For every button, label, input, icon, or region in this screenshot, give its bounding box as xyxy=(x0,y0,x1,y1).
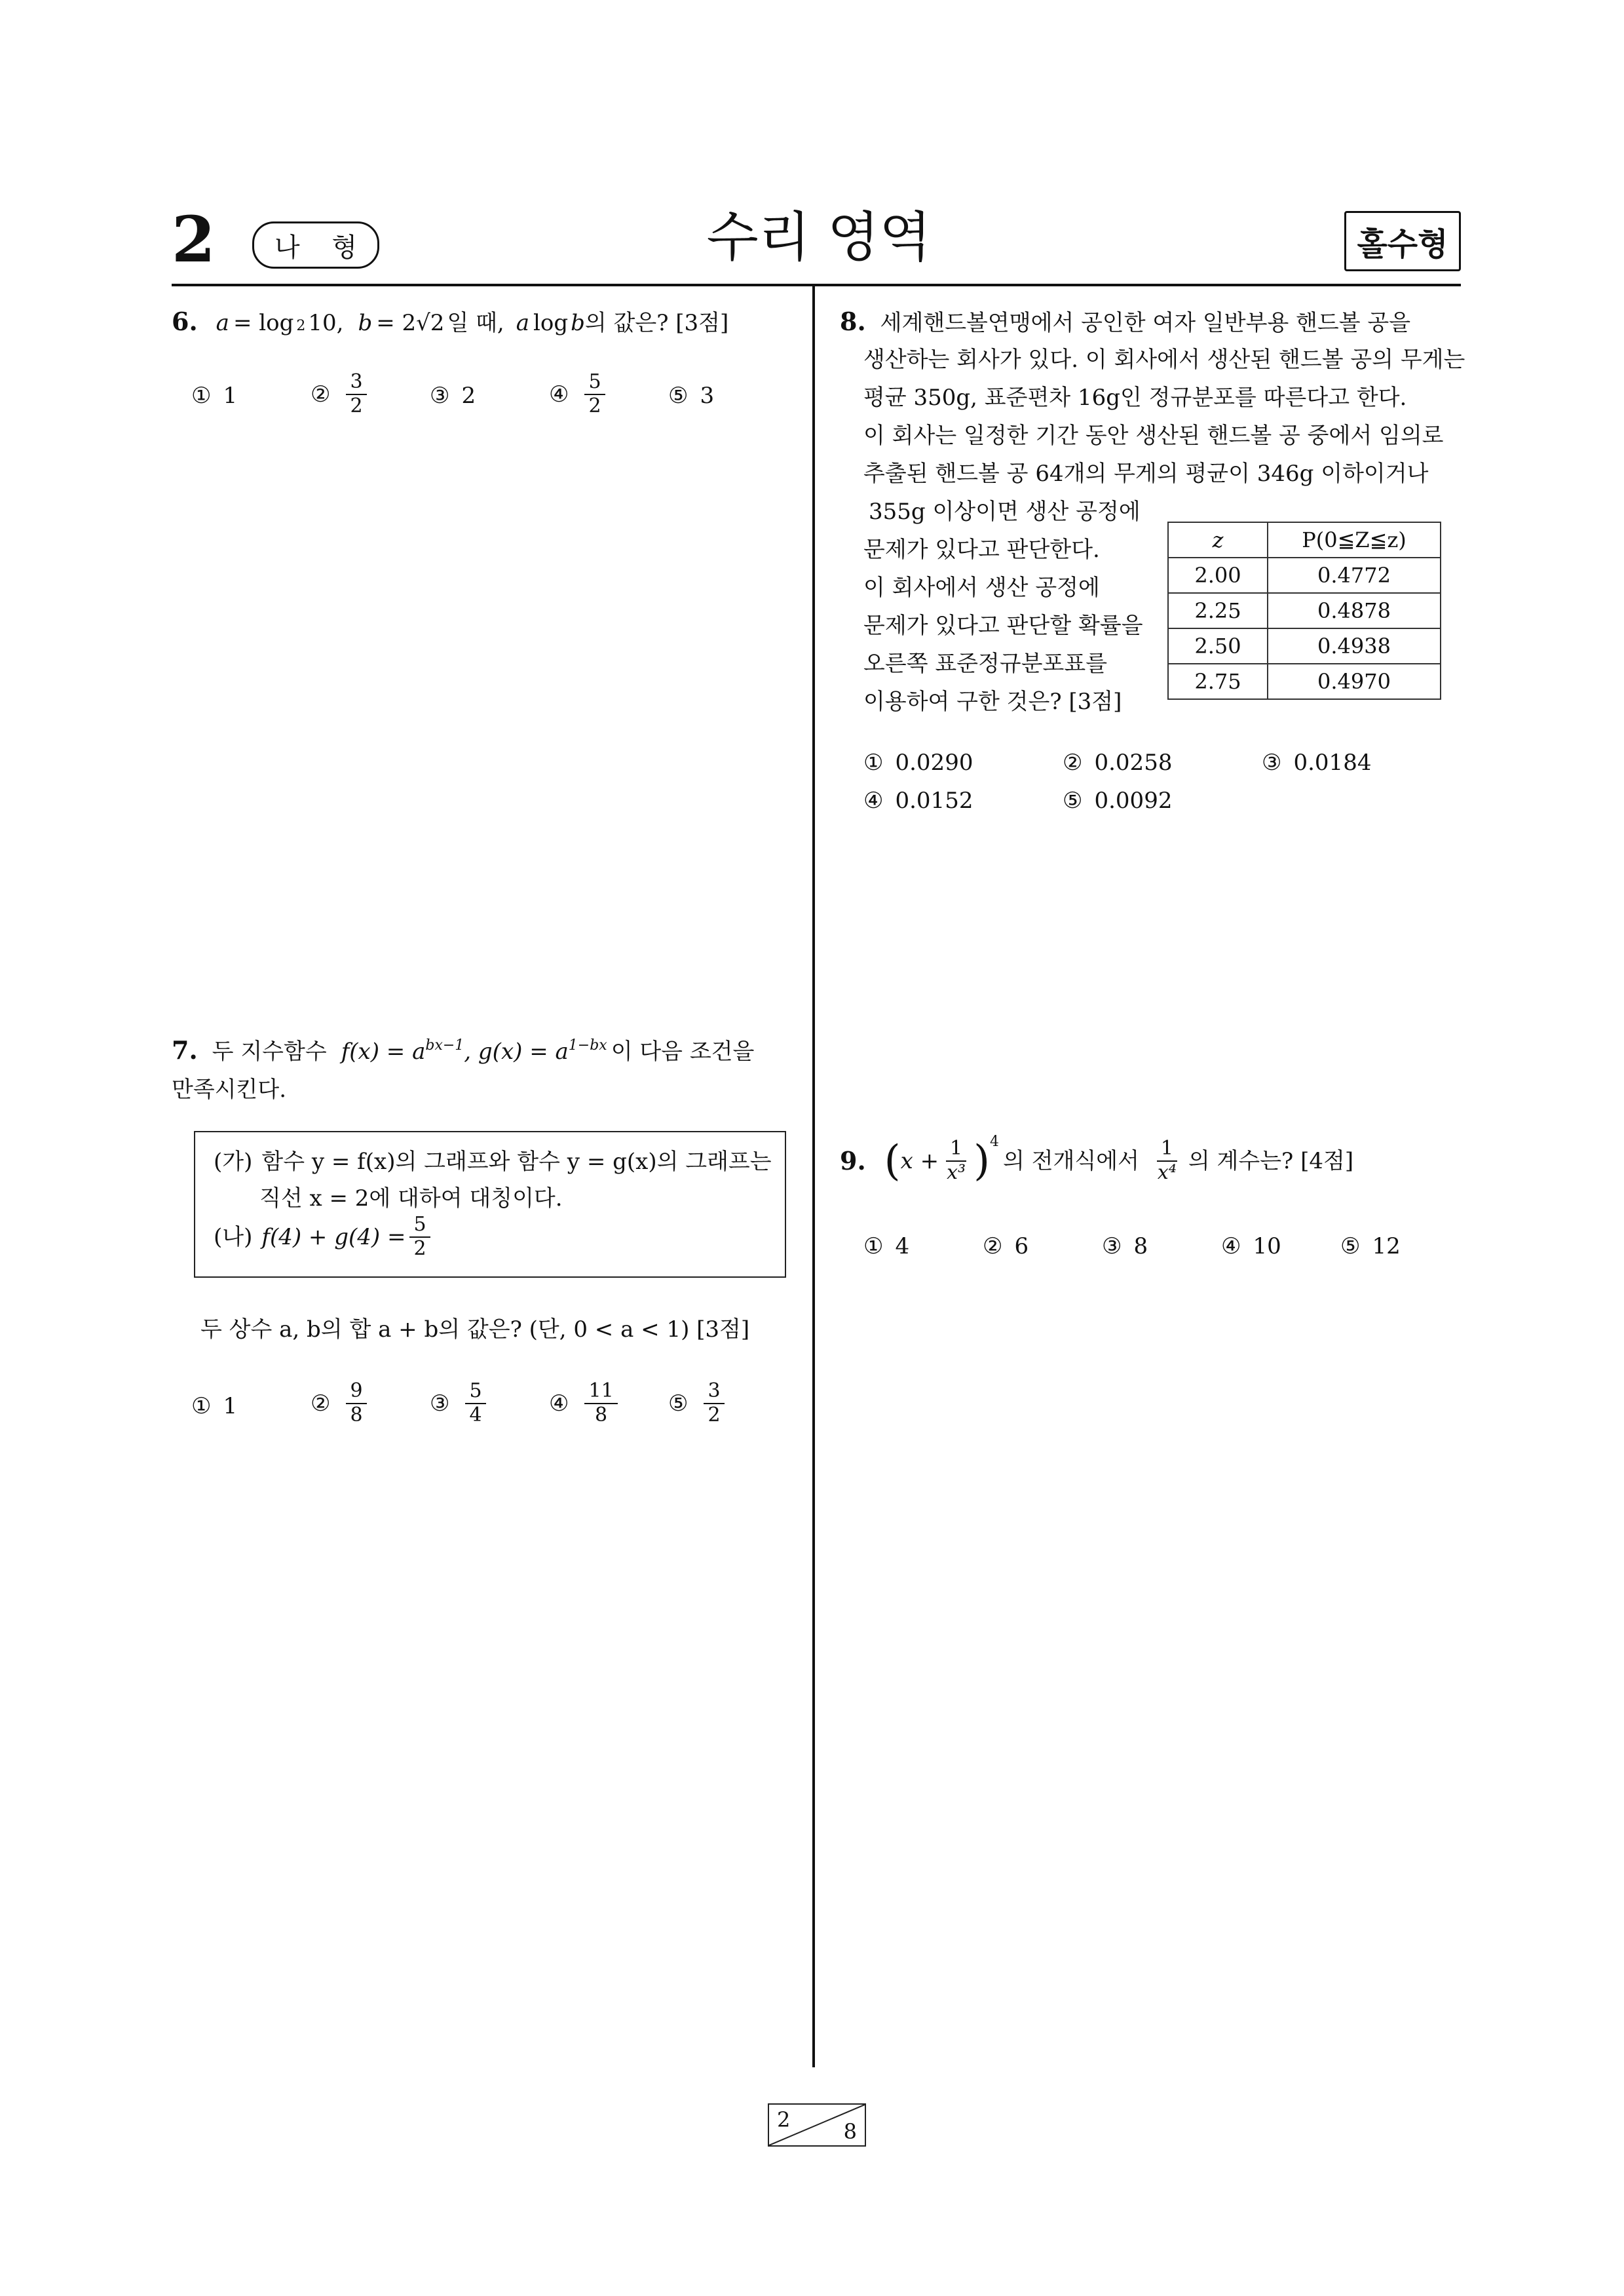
q7-condition-na xyxy=(214,1214,434,1260)
q8-option-4[interactable] xyxy=(863,788,973,814)
q8-line1 xyxy=(840,309,1410,334)
option-mark: ① xyxy=(863,1233,884,1259)
table-cell-p: 0.4878 xyxy=(1268,593,1441,628)
option-value: 0.0184 xyxy=(1293,750,1372,776)
option-mark: ④ xyxy=(863,788,884,814)
option-fraction: $\frac{11}{8}$ xyxy=(584,1380,617,1426)
q6-option-3[interactable] xyxy=(430,383,476,409)
option-value: 10 xyxy=(1253,1233,1281,1259)
q9-expr-x: x + xyxy=(900,1147,939,1174)
table-header-row xyxy=(1168,522,1441,558)
q7-g-exp: 1−bx xyxy=(568,1037,607,1054)
q7-question: 두 상수 a, b의 합 a + b의 값은? (단, 0 < a < 1) [3점] xyxy=(200,1316,750,1343)
page-number: 2 xyxy=(172,202,216,277)
column-divider xyxy=(812,286,815,2067)
table-cell-z: 2.50 xyxy=(1168,628,1268,664)
q8-option-1[interactable] xyxy=(863,750,973,776)
q8-line11: 이용하여 구한 것은? [3점] xyxy=(863,689,1122,715)
q9-option-3[interactable] xyxy=(1102,1233,1148,1259)
q8-option-3[interactable] xyxy=(1262,750,1371,776)
option-mark: ⑤ xyxy=(1340,1233,1361,1259)
option-mark: ③ xyxy=(1262,750,1282,776)
odd-even-label: 홀수형 xyxy=(1357,225,1448,263)
q7-option-5[interactable] xyxy=(668,1380,728,1426)
q7-f-exp: bx−1 xyxy=(425,1037,464,1054)
form-type-label: 나 형 xyxy=(274,232,369,263)
option-fraction: $\frac{5}{4}$ xyxy=(465,1380,485,1426)
odd-even-badge xyxy=(1344,211,1461,271)
q7-na-text: f(4) + g(4) = xyxy=(261,1223,406,1250)
option-mark: ① xyxy=(191,383,212,409)
q6-log: log xyxy=(533,310,569,336)
table-cell-p: 0.4772 xyxy=(1268,558,1441,593)
q8-line8: 이 회사에서 생산 공정에 xyxy=(863,575,1100,601)
option-mark: ⑤ xyxy=(668,383,689,409)
option-value: 8 xyxy=(1133,1233,1148,1259)
q9-mid: 의 전개식에서 xyxy=(1003,1147,1139,1174)
option-mark: ④ xyxy=(1221,1233,1241,1259)
q6-var-a: a xyxy=(216,310,229,336)
option-value: 0.0258 xyxy=(1094,750,1173,776)
q9-expr-fraction: $\frac{1}{\text{x³}}$ xyxy=(947,1137,966,1184)
q7-stem-line1 xyxy=(172,1035,755,1065)
q8-option-2[interactable] xyxy=(1063,750,1172,776)
q8-line4: 이 회사는 일정한 기간 동안 생산된 핸드볼 공 중에서 임의로 xyxy=(863,423,1444,449)
q9-coef-fraction: $\frac{1}{\text{x⁴}}$ xyxy=(1157,1137,1177,1184)
table-row xyxy=(1168,628,1441,664)
option-value: 0.0092 xyxy=(1094,788,1173,814)
q7-g-def: , g(x) = a xyxy=(464,1039,569,1065)
q8-line10: 오른쪽 표준정규분포표를 xyxy=(863,651,1108,677)
option-fraction: $\frac{5}{2}$ xyxy=(584,371,605,417)
q8-line7: 문제가 있다고 판단한다. xyxy=(863,537,1100,563)
option-value: 1 xyxy=(223,383,238,409)
option-mark: ⑤ xyxy=(668,1390,689,1417)
table-header-p: P(0≦Z≦z) xyxy=(1268,522,1441,558)
q6-option-1[interactable] xyxy=(191,383,237,409)
q8-number: 8. xyxy=(840,307,866,336)
q7-option-2[interactable] xyxy=(311,1380,371,1426)
q8-text-line1: 세계핸드볼연맹에서 공인한 여자 일반부용 핸드볼 공을 xyxy=(880,310,1411,336)
q7-number: 7. xyxy=(172,1035,198,1065)
q9-number: 9. xyxy=(840,1145,866,1176)
q8-line3: 평균 350g, 표준편차 16g인 정규분포를 따른다고 한다. xyxy=(863,385,1407,411)
q9-expr-power: 4 xyxy=(990,1134,1000,1150)
option-fraction: $\frac{9}{8}$ xyxy=(346,1380,366,1426)
q6-option-2[interactable] xyxy=(311,371,371,417)
table-cell-z: 2.75 xyxy=(1168,664,1268,699)
option-value: 1 xyxy=(223,1393,238,1419)
table-row xyxy=(1168,558,1441,593)
option-mark: ④ xyxy=(549,1390,569,1417)
option-mark: ③ xyxy=(430,1390,450,1417)
q9-tail: 의 계수는? [4점] xyxy=(1188,1147,1354,1174)
table-cell-z: 2.00 xyxy=(1168,558,1268,593)
option-mark: ② xyxy=(311,1390,331,1417)
q6-option-4[interactable] xyxy=(549,371,609,417)
table-row xyxy=(1168,593,1441,628)
option-value: 0.0290 xyxy=(895,750,973,776)
option-mark: ② xyxy=(311,381,331,408)
option-value: 0.0152 xyxy=(895,788,973,814)
q6-option-5[interactable] xyxy=(668,383,714,409)
q7-condition-ga xyxy=(214,1151,772,1173)
q7-na-fraction: $\frac{5}{2}$ xyxy=(409,1214,430,1260)
q6-var-b2: b xyxy=(571,310,585,336)
q6-eq1: = log xyxy=(233,310,294,336)
option-mark: ③ xyxy=(430,383,450,409)
q9-option-4[interactable] xyxy=(1221,1233,1281,1259)
option-mark: ② xyxy=(1063,750,1083,776)
option-mark: ① xyxy=(191,1393,212,1419)
q8-line6: 355g 이상이면 생산 공정에 xyxy=(869,499,1141,525)
option-mark: ④ xyxy=(549,381,569,408)
option-mark: ① xyxy=(863,750,884,776)
q8-line9: 문제가 있다고 판단할 확률을 xyxy=(863,613,1143,639)
option-fraction: $\frac{3}{2}$ xyxy=(346,371,366,417)
page-indicator xyxy=(768,2103,866,2147)
q6-number: 6. xyxy=(172,307,198,336)
q6-var-a2: a xyxy=(516,310,530,336)
q7-option-1[interactable] xyxy=(191,1393,237,1419)
normal-distribution-table xyxy=(1167,522,1441,700)
table-cell-p: 0.4938 xyxy=(1268,628,1441,664)
q7-condition-ga-cont: 직선 x = 2에 대하여 대칭이다. xyxy=(259,1185,563,1212)
q7-lead: 두 지수함수 xyxy=(212,1039,327,1065)
q6-question: 의 값은? [3점] xyxy=(584,310,729,336)
header-rule xyxy=(172,284,1461,286)
table-row xyxy=(1168,664,1441,699)
table-cell-z: 2.25 xyxy=(1168,593,1268,628)
option-value: 3 xyxy=(700,383,715,409)
page-total: 8 xyxy=(843,2119,857,2144)
q7-stem-line2: 만족시킨다. xyxy=(172,1077,287,1103)
option-value: 6 xyxy=(1014,1233,1029,1259)
q7-ga-label: (가) xyxy=(214,1149,253,1175)
q6-log-base: 2 xyxy=(296,318,306,334)
q6-ten: 10, xyxy=(308,310,344,336)
q9-close-paren: ) xyxy=(973,1136,991,1185)
subject-title: 수리 영역 xyxy=(706,206,932,269)
option-value: 2 xyxy=(461,383,476,409)
q7-na-label: (나) xyxy=(214,1223,253,1250)
option-mark: ② xyxy=(983,1233,1003,1259)
q8-option-5[interactable] xyxy=(1063,788,1172,814)
q7-option-3[interactable] xyxy=(430,1380,490,1426)
q7-f-def: f(x) = a xyxy=(341,1039,426,1065)
option-fraction: $\frac{3}{2}$ xyxy=(704,1380,724,1426)
table-cell-p: 0.4970 xyxy=(1268,664,1441,699)
option-mark: ③ xyxy=(1102,1233,1122,1259)
page-current: 2 xyxy=(777,2107,791,2132)
q7-option-4[interactable] xyxy=(549,1380,622,1426)
q6-tail: 일 때, xyxy=(447,310,504,336)
q7-tail: 이 다음 조건을 xyxy=(611,1039,755,1065)
q6-var-b: b xyxy=(358,310,373,336)
table-header-z: z xyxy=(1168,522,1268,558)
q7-ga-text: 함수 y = f(x)의 그래프와 함수 y = g(x)의 그래프는 xyxy=(261,1149,772,1175)
q9-option-5[interactable] xyxy=(1340,1233,1401,1259)
option-value: 4 xyxy=(895,1233,910,1259)
q6-stem xyxy=(172,309,728,334)
q9-option-2[interactable] xyxy=(983,1233,1029,1259)
q9-option-1[interactable] xyxy=(863,1233,909,1259)
q9-stem xyxy=(840,1134,1354,1185)
q9-open-paren: ( xyxy=(884,1136,901,1185)
q6-eq2: = 2√2 xyxy=(376,310,445,336)
q8-line5: 추출된 핸드볼 공 64개의 무게의 평균이 346g 이하이거나 xyxy=(863,461,1429,487)
form-type-badge xyxy=(252,221,379,269)
option-mark: ⑤ xyxy=(1063,788,1083,814)
q8-line2: 생산하는 회사가 있다. 이 회사에서 생산된 핸드볼 공의 무게는 xyxy=(863,347,1465,373)
option-value: 12 xyxy=(1372,1233,1401,1259)
